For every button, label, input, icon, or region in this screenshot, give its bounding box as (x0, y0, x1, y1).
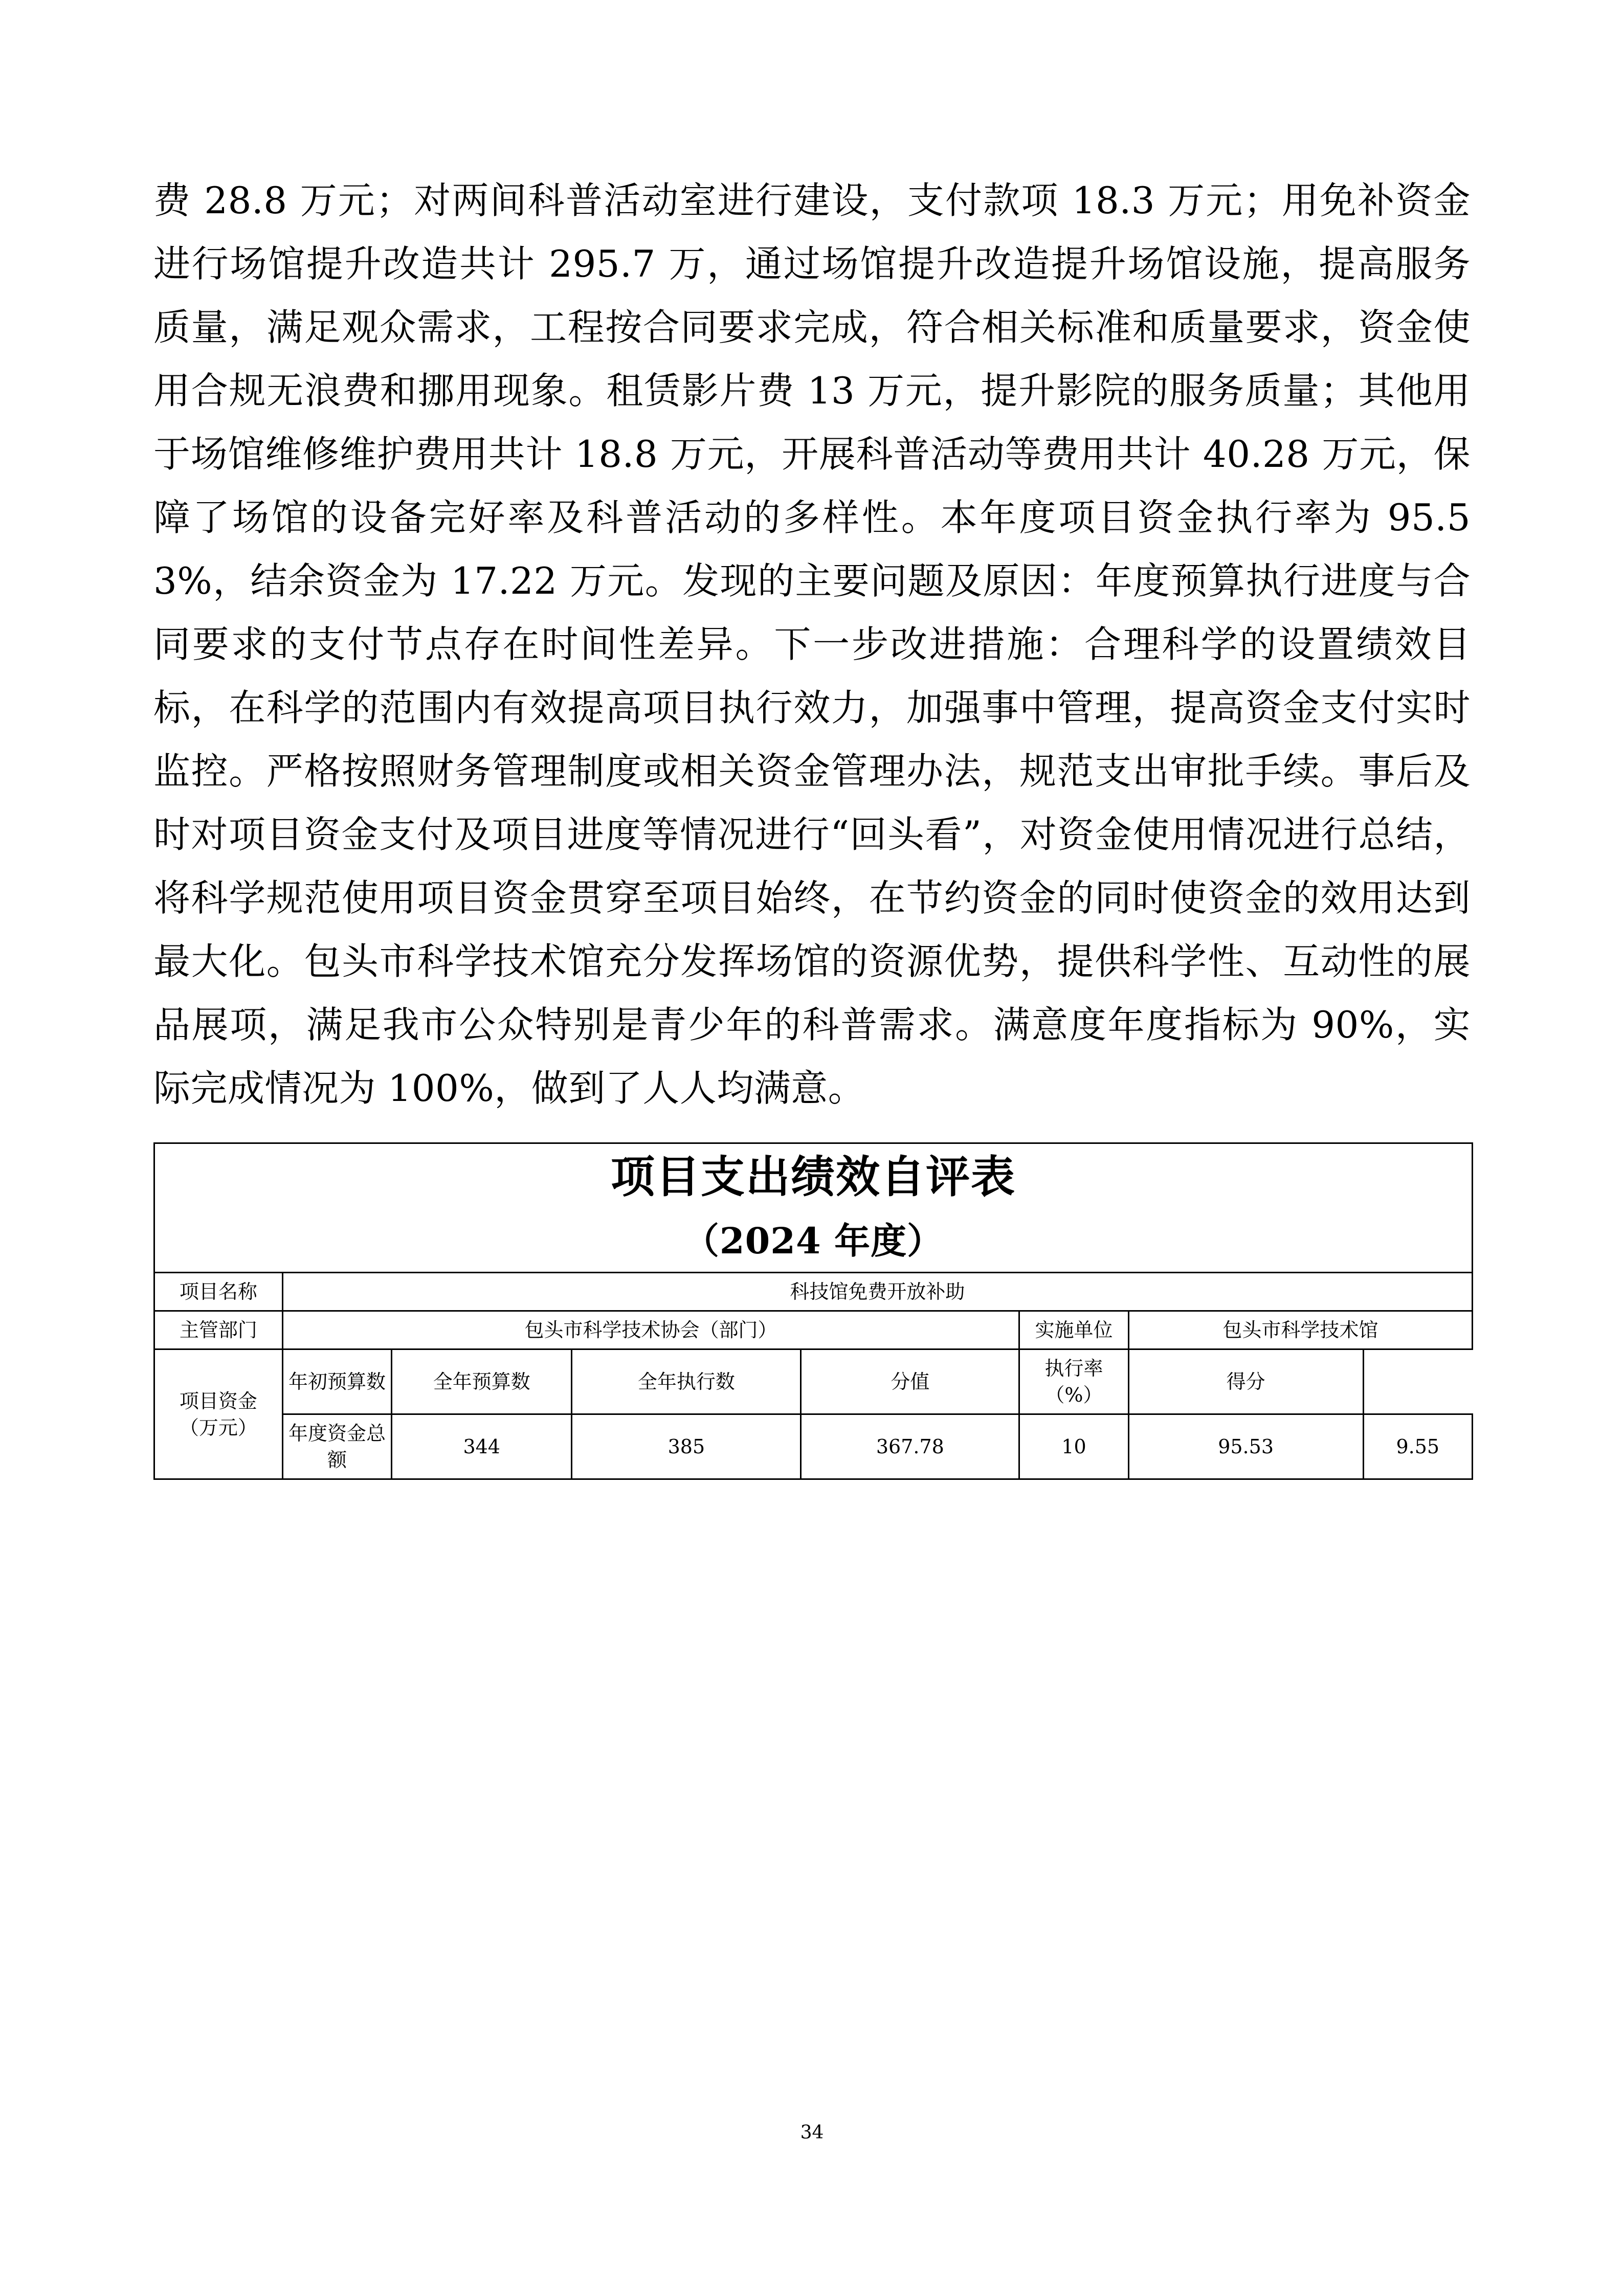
page-number: 34 (800, 2122, 824, 2143)
department-label: 主管部门 (154, 1311, 283, 1349)
implementing-unit-value: 包头市科学技术馆 (1128, 1311, 1472, 1349)
performance-table-wrapper (153, 1142, 1473, 1480)
execution-rate-value: 95.53 (1128, 1414, 1363, 1479)
project-funds-label (154, 1349, 283, 1479)
body-paragraph: 费 28.8 万元；对两间科普活动室进行建设，支付款项 18.3 万元；用免补资金进行场馆提升改造共计 295.7 万，通过场馆提升改造提升场馆设施，提高服务质量，满足观众需求，工程按合同要求完成，符合相关标准和质量要求，资金使用合规无浪费和挪用现象。租赁影片费 13 万元，提升影院的服务质量；其他用于场馆维修维护费用共计 18.8 万元，开展科普活动等费用共计 40.28 万元，保障了场馆的设备完好率及科普活动的多样性。本年度项目资金执行率为 95.53%，结余资金为 17.22 万元。发现的主要问题及原因：年度预算执行进度与合同要求的支付节点存在时间性差异。下一步改进措施：合理科学的设置绩效目标，在科学的范围内有效提高项目执行效力，加强事中管理，提高资金支付实时监控。严格按照财务管理制度或相关资金管理办法，规范支出审批手续。事后及时对项目资金支付及项目进度等情况进行“回头看”，对资金使用情况进行总结，将科学规范使用项目资金贯穿至项目始终，在节约资金的同时使资金的效用达到最大化。包头市科学技术馆充分发挥场馆的资源优势，提供科学性、互动性的展品展项，满足我市公众特别是青少年的科普需求。满意度年度指标为 90%，实际完成情况为 100%，做到了人人均满意。 (153, 179, 1471, 1110)
department-value: 包头市科学技术协会（部门） (282, 1311, 1019, 1349)
year-execution-value: 367.78 (801, 1414, 1019, 1479)
annual-total-label: 年度资金总额 (282, 1414, 391, 1479)
table-row (154, 1210, 1473, 1273)
table-row (154, 1349, 1473, 1414)
performance-self-evaluation-table (153, 1142, 1473, 1480)
project-name-label: 项目名称 (154, 1273, 283, 1311)
project-name-value: 科技馆免费开放补助 (282, 1273, 1472, 1311)
header-year-execution: 全年执行数 (572, 1349, 801, 1414)
header-begin-budget: 年初预算数 (282, 1349, 391, 1414)
implementing-unit-label: 实施单位 (1019, 1311, 1128, 1349)
project-funds-label-line2: （万元） (179, 1416, 257, 1439)
table-row (154, 1311, 1473, 1349)
table-title: 项目支出绩效自评表 (611, 1151, 1016, 1203)
header-year-budget: 全年预算数 (392, 1349, 572, 1414)
table-subtitle: （2024 年度） (683, 1220, 944, 1262)
begin-budget-value: 344 (392, 1414, 572, 1479)
score-value-value: 10 (1019, 1414, 1128, 1479)
score-value: 9.55 (1363, 1414, 1472, 1479)
table-row (154, 1143, 1473, 1211)
table-row (154, 1273, 1473, 1311)
table-subtitle-cell (154, 1210, 1473, 1273)
header-execution-rate: 执行率（%） (1019, 1349, 1128, 1414)
table-title-cell (154, 1143, 1473, 1211)
year-budget-value: 385 (572, 1414, 801, 1479)
table-row (154, 1414, 1473, 1479)
header-score: 得分 (1128, 1349, 1363, 1414)
header-score-value: 分值 (801, 1349, 1019, 1414)
project-funds-label-line1: 项目资金 (179, 1389, 257, 1412)
